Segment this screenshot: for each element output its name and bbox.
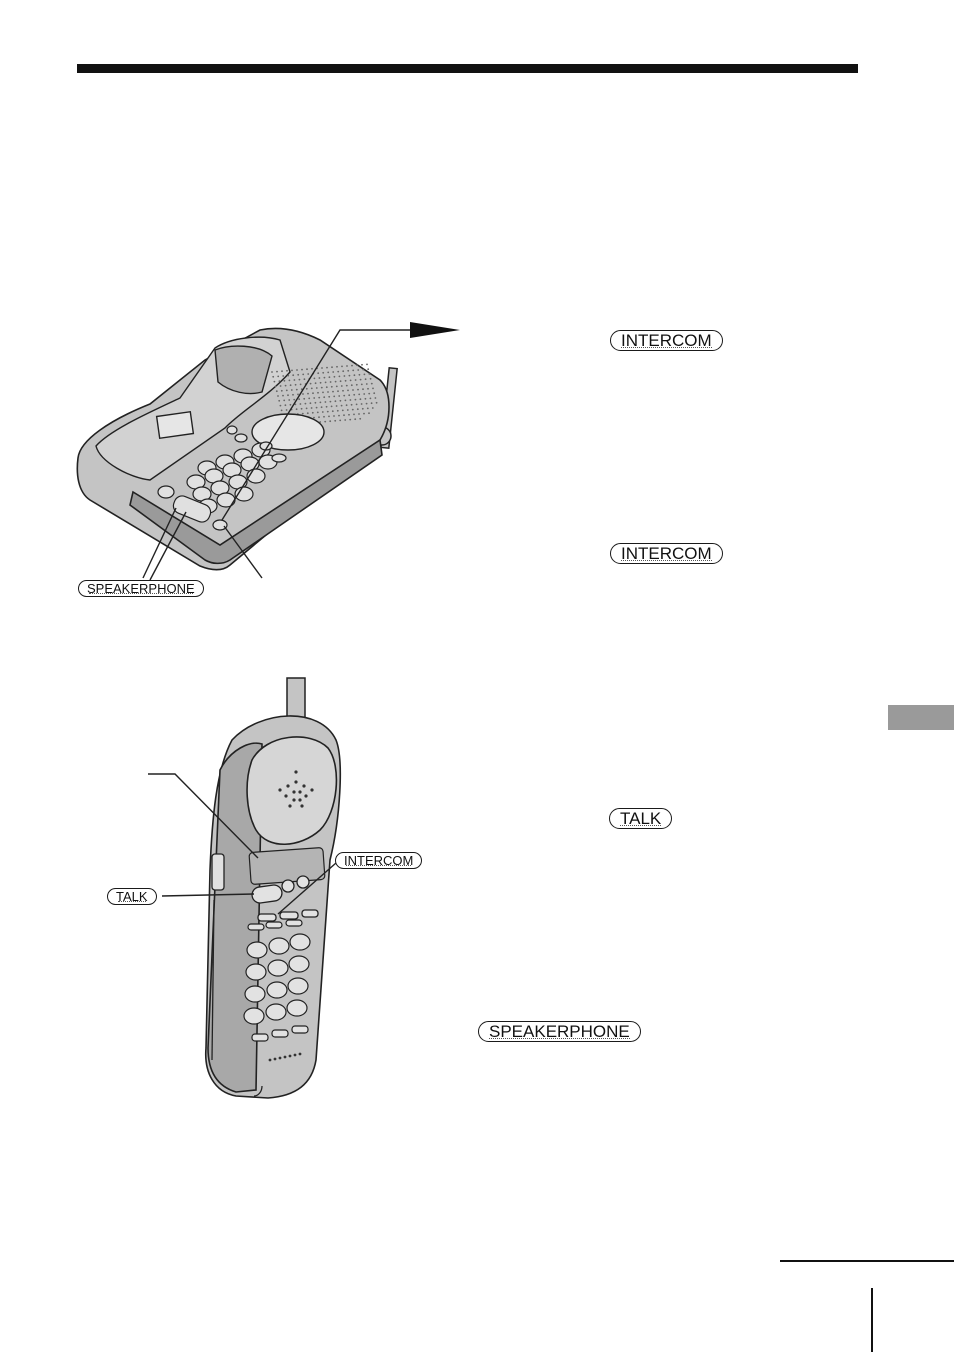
section-index-tab [888,705,954,730]
step4-speakerphone-key: SPEAKERPHONE [478,1021,641,1042]
handset-body [206,716,341,1098]
speakerphone-key-label-base: SPEAKERPHONE [78,580,204,597]
step3-talk-key: TALK [609,808,672,829]
page-number-divider [871,1288,873,1352]
continued-rule [780,1260,954,1262]
talk-key-label-handset: TALK [107,888,157,905]
step2-intercom-key: INTERCOM [610,543,723,564]
handset-display-area [249,847,325,884]
intercom-key-label-handset: INTERCOM [335,852,422,869]
handset-side-switch [212,854,224,890]
step1-intercom-key: INTERCOM [610,330,723,351]
